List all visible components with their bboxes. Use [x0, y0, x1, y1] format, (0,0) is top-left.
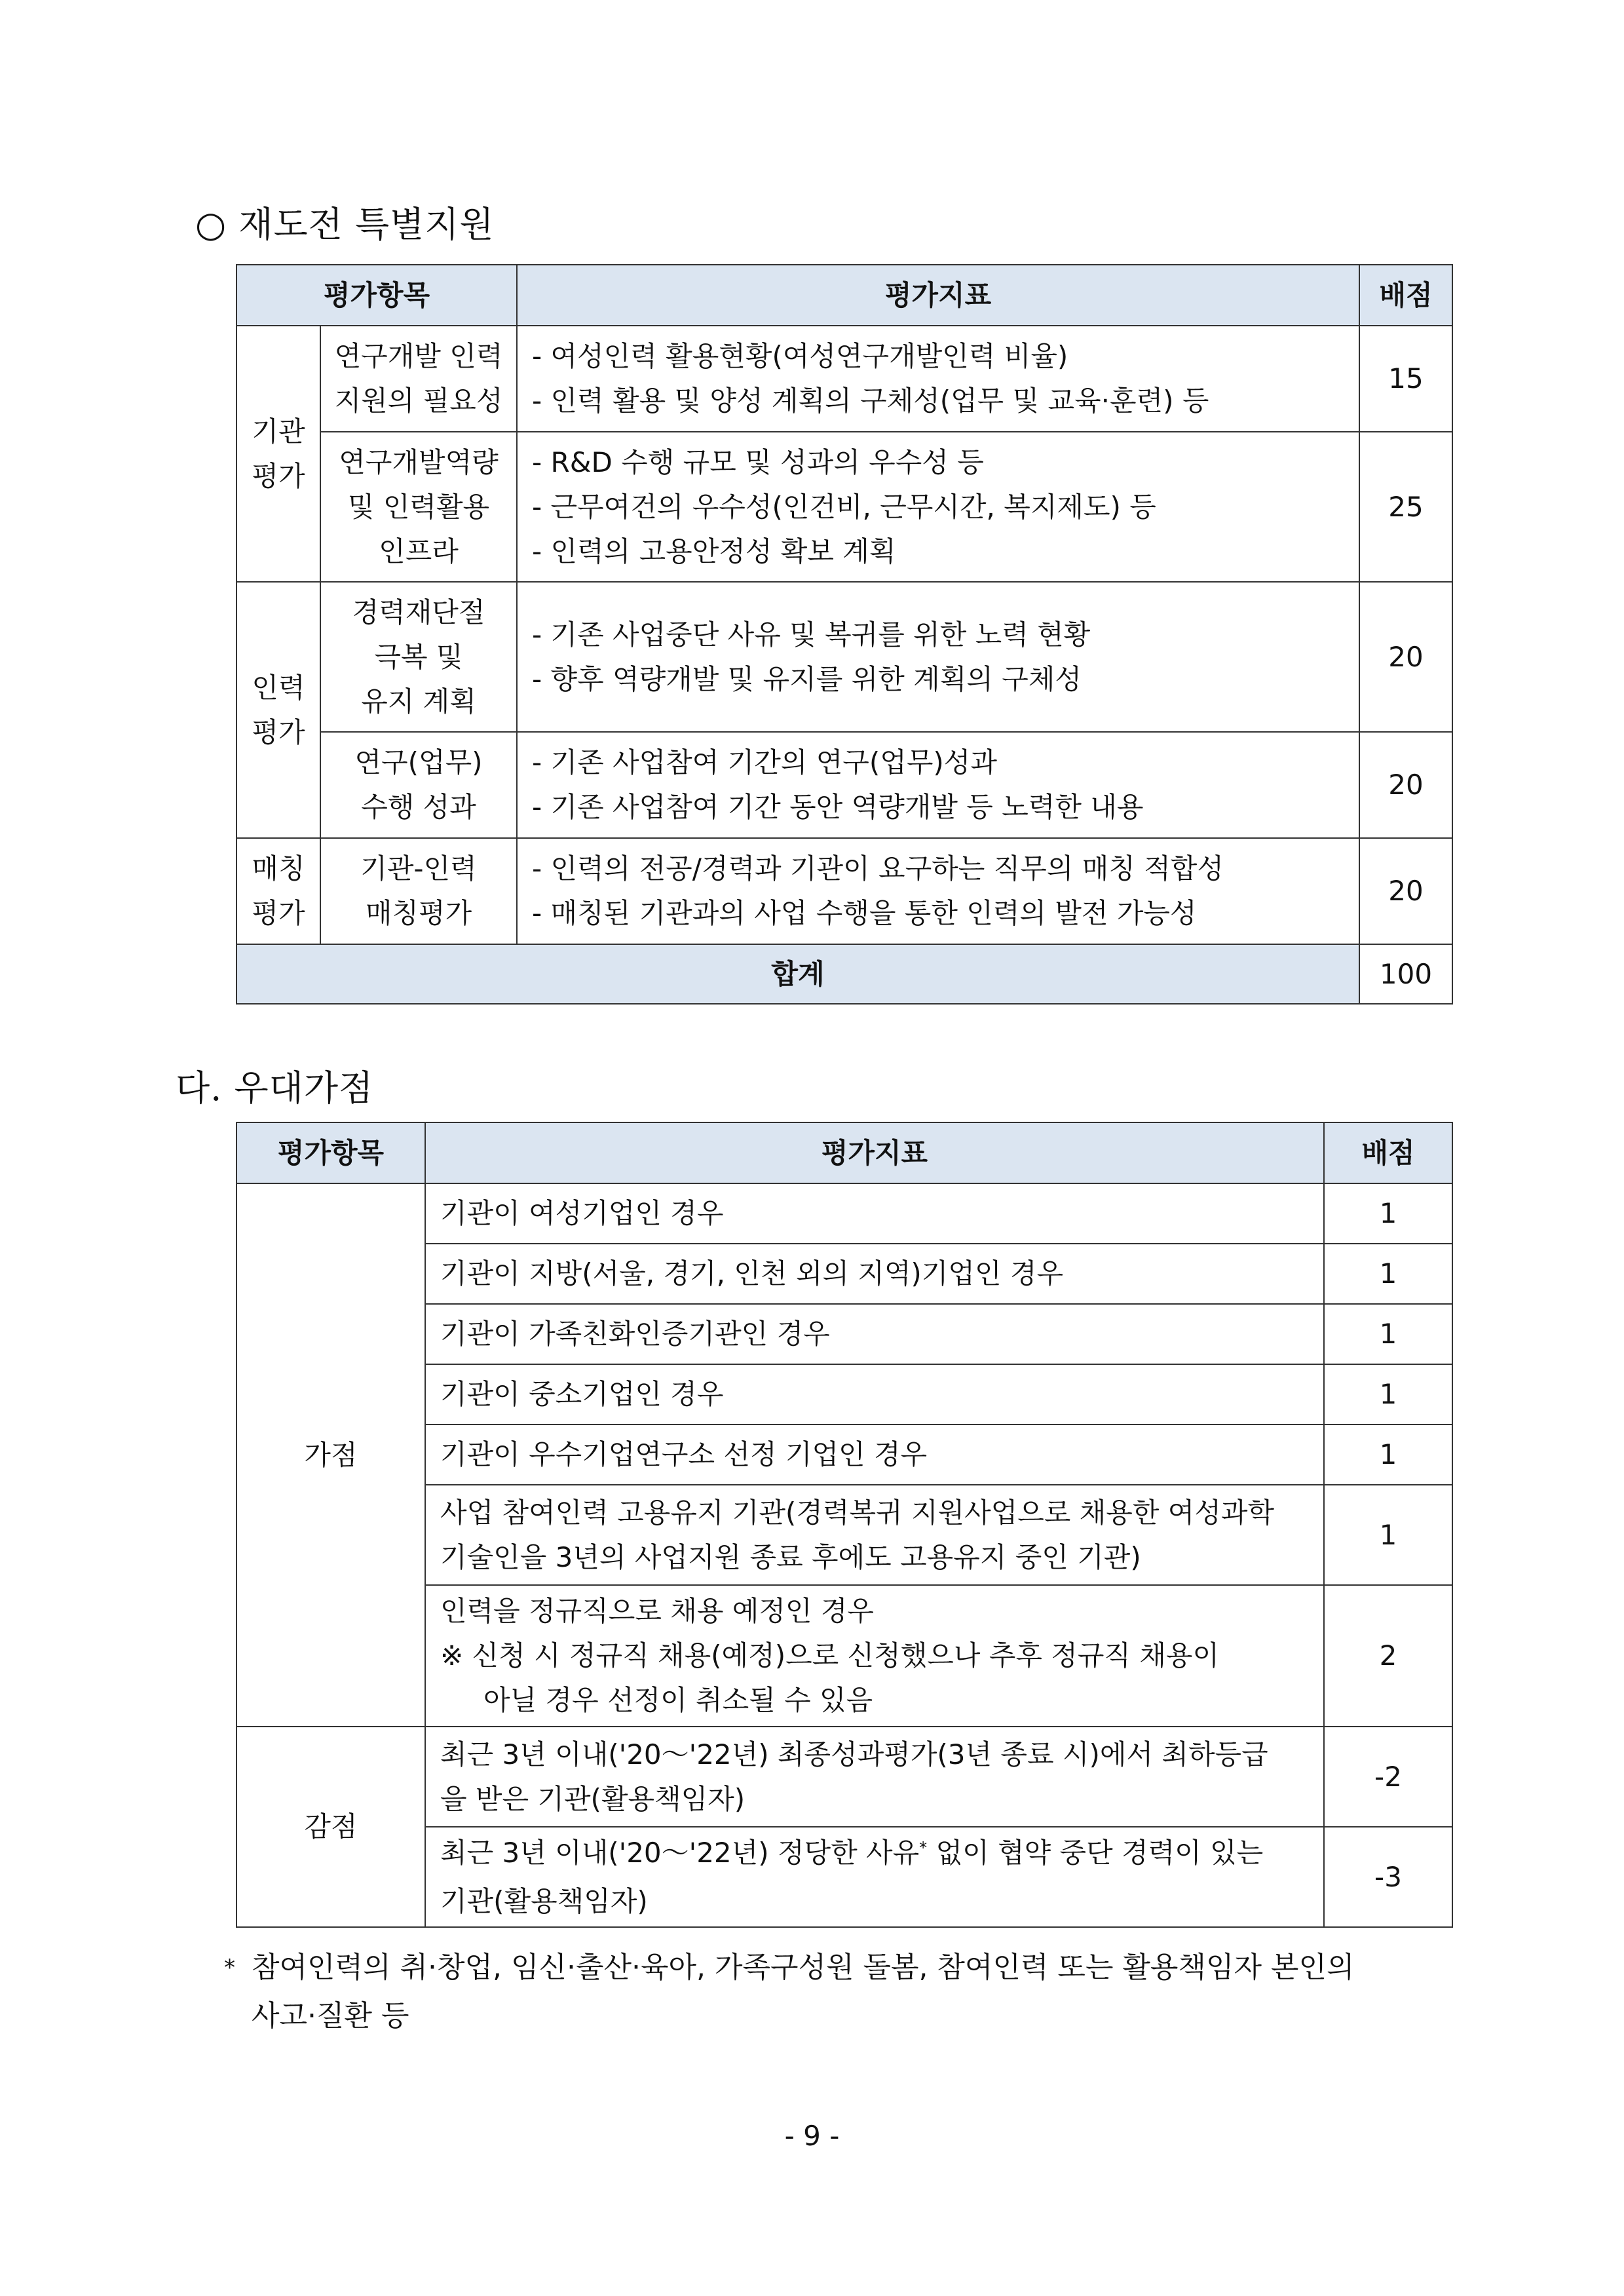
score-cell: -2 — [1324, 1727, 1452, 1827]
note-line: 아닐 경우 선정이 취소될 수 있음 — [483, 1684, 873, 1716]
header-indicator: 평가지표 — [517, 265, 1359, 326]
score-cell: -3 — [1324, 1827, 1452, 1927]
sub-item: 연구개발 인력 지원의 필요성 — [320, 326, 517, 432]
score-cell: 1 — [1324, 1485, 1452, 1585]
sub-item: 기관-인력 매칭평가 — [320, 838, 517, 944]
score-cell: 20 — [1359, 838, 1452, 944]
header-item: 평가항목 — [236, 265, 517, 326]
table-row — [236, 432, 1452, 582]
indicator-cell: - R&D 수행 규모 및 성과의 우수성 등 - 근무여건의 우수성(인건비, 근무시간, 복지제도) 등 - 인력의 고용안정성 확보 계획 — [517, 432, 1359, 582]
footnote: * 참여인력의 취·창업, 임신·출산·육아, 가족구성원 돌봄, 참여인력 또는 활용책임자 본인의 사고·질환 등 — [224, 1943, 1354, 2040]
indicator-cell: 기관이 중소기업인 경우 — [425, 1364, 1324, 1425]
special-support-evaluation-table — [236, 264, 1453, 1004]
header-item: 평가항목 — [236, 1122, 425, 1183]
section-heading-bonus-points: 다. 우대가점 — [176, 1067, 374, 1109]
indicator-cell: 최근 3년 이내('20～'22년) 정당한 사유* 없이 협약 중단 경력이 있는 기관(활용책임자) — [425, 1827, 1324, 1927]
table-row — [236, 838, 1452, 944]
indicator-cell: 기관이 우수기업연구소 선정 기업인 경우 — [425, 1425, 1324, 1485]
indicator-cell: - 기존 사업중단 사유 및 복귀를 위한 노력 현황 - 향후 역량개발 및 유지를 위한 계획의 구체성 — [517, 582, 1359, 732]
table-header-row — [236, 1122, 1452, 1183]
total-score: 100 — [1359, 944, 1452, 1004]
score-cell: 15 — [1359, 326, 1452, 432]
header-indicator: 평가지표 — [425, 1122, 1324, 1183]
table-header-row — [236, 265, 1452, 326]
footnote-ref-mark: * — [919, 1838, 928, 1857]
indicator-cell: 기관이 가족친화인증기관인 경우 — [425, 1304, 1324, 1364]
score-cell: 20 — [1359, 732, 1452, 838]
bonus-label: 가점 — [236, 1183, 425, 1727]
indicator-cell: 인력을 정규직으로 채용 예정인 경우 ※ 신청 시 정규직 채용(예정)으로 신청했으나 추후 정규직 채용이 아닐 경우 선정이 취소될 수 있음 — [425, 1585, 1324, 1727]
score-cell: 20 — [1359, 582, 1452, 732]
score-cell: 2 — [1324, 1585, 1452, 1727]
group-institution-eval: 기관 평가 — [236, 326, 320, 582]
indicator-cell: 기관이 지방(서울, 경기, 인천 외의 지역)기업인 경우 — [425, 1244, 1324, 1304]
note-line: ※ 신청 시 정규직 채용(예정)으로 신청했으나 추후 정규직 채용이 — [440, 1639, 1220, 1672]
page-number: - 9 - — [784, 2120, 840, 2152]
indicator-cell: - 기존 사업참여 기간의 연구(업무)성과 - 기존 사업참여 기간 동안 역량개발 등 노력한 내용 — [517, 732, 1359, 838]
total-row — [236, 944, 1452, 1004]
score-cell: 1 — [1324, 1364, 1452, 1425]
indicator-cell: - 인력의 전공/경력과 기관이 요구하는 직무의 매칭 적합성 - 매칭된 기관과의 사업 수행을 통한 인력의 발전 가능성 — [517, 838, 1359, 944]
group-personnel-eval: 인력 평가 — [236, 582, 320, 838]
table-row — [236, 326, 1452, 432]
table-row — [236, 1183, 1452, 1244]
indicator-cell: 최근 3년 이내('20～'22년) 최종성과평가(3년 종료 시)에서 최하등급 을 받은 기관(활용책임자) — [425, 1727, 1324, 1827]
total-label: 합계 — [236, 944, 1359, 1004]
sub-item: 경력재단절 극복 및 유지 계획 — [320, 582, 517, 732]
table-row — [236, 1727, 1452, 1827]
score-cell: 25 — [1359, 432, 1452, 582]
indicator-cell: 기관이 여성기업인 경우 — [425, 1183, 1324, 1244]
score-cell: 1 — [1324, 1183, 1452, 1244]
header-score: 배점 — [1324, 1122, 1452, 1183]
sub-item: 연구개발역량 및 인력활용 인프라 — [320, 432, 517, 582]
table-row — [236, 582, 1452, 732]
group-matching-eval: 매칭 평가 — [236, 838, 320, 944]
indicator-cell: 사업 참여인력 고용유지 기관(경력복귀 지원사업으로 채용한 여성과학 기술인을 3년의 사업지원 종료 후에도 고용유지 중인 기관) — [425, 1485, 1324, 1585]
table-row — [236, 732, 1452, 838]
footnote-mark: * — [224, 1955, 235, 1981]
header-score: 배점 — [1359, 265, 1452, 326]
indicator-cell: - 여성인력 활용현황(여성연구개발인력 비율) - 인력 활용 및 양성 계획의 구체성(업무 및 교육·훈련) 등 — [517, 326, 1359, 432]
bonus-points-table — [236, 1122, 1453, 1928]
score-cell: 1 — [1324, 1304, 1452, 1364]
score-cell: 1 — [1324, 1244, 1452, 1304]
sub-item: 연구(업무) 수행 성과 — [320, 732, 517, 838]
section-heading-special-support: ○ 재도전 특별지원 — [195, 204, 495, 245]
score-cell: 1 — [1324, 1425, 1452, 1485]
penalty-label: 감점 — [236, 1727, 425, 1927]
